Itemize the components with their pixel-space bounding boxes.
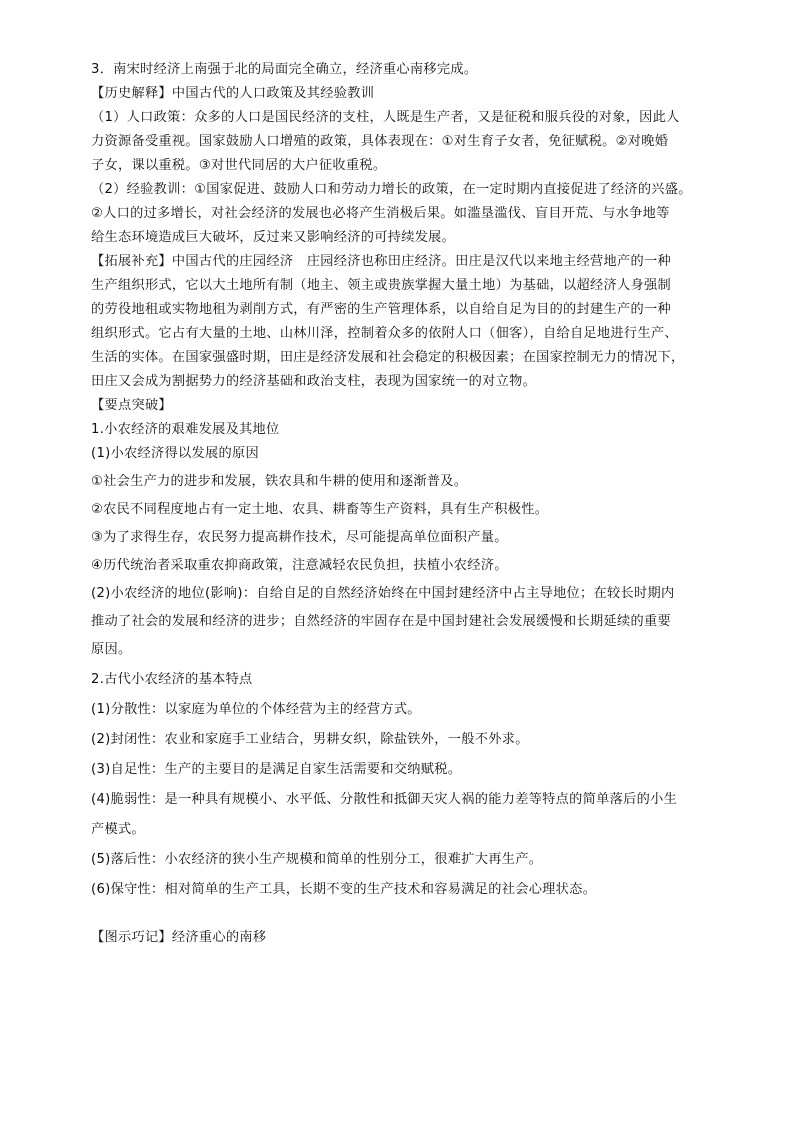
list-item: ②农民不同程度地占有一定土地、农具、耕畜等生产资料，具有生产积极性。	[91, 502, 549, 517]
text-line: 组织形式。它占有大量的土地、山林川泽，控制着众多的依附人口（佃客），自给自足地进行生产、	[91, 326, 678, 341]
text-line: 力资源备受重视。国家鼓励人口增殖的政策，具体表现在：①对生育子女者，免征赋税。②对晚婚	[91, 134, 669, 149]
text-line: (1)小农经济得以发展的原因	[91, 446, 259, 461]
text-line: 给生态环境造成巨大破坏，反过来又影响经济的可持续发展。	[91, 230, 456, 245]
text-line: 子女，课以重税。③对世代同居的大户征收重税。	[91, 158, 387, 173]
list-item: (2)封闭性：农业和家庭手工业结合，男耕女织，除盐铁外，一般不外求。	[91, 732, 529, 747]
list-item: (5)落后性：小农经济的狭小生产规模和简单的性别分工，很难扩大再生产。	[91, 852, 543, 867]
text-line: 的劳役地租或实物地租为剥削方式，有严密的生产管理体系，以自给自足为目的的封建生产的一种	[91, 302, 671, 317]
text-line: 产模式。	[91, 822, 145, 837]
list-item: (6)保守性：相对简单的生产工具，长期不变的生产技术和容易满足的社会心理状态。	[91, 882, 597, 897]
list-item: ④历代统治者采取重农抑商政策，注意减轻农民负担，扶植小农经济。	[91, 558, 508, 573]
text-line: （2）经验教训：①国家促进、鼓励人口和劳动力增长的政策，在一定时期内直接促进了经济的兴盛。	[91, 182, 692, 197]
text-line: 生产组织形式，它以大土地所有制（地主、领主或贵族掌握大量土地）为基础，以超经济人身强制	[91, 278, 671, 293]
subsection-heading: 1.小农经济的艰难发展及其地位	[91, 422, 280, 437]
list-item: ①社会生产力的进步和发展，铁农具和牛耕的使用和逐渐普及。	[91, 474, 468, 489]
list-item: (1)分散性：以家庭为单位的个体经营为主的经营方式。	[91, 702, 421, 717]
section-heading: 【要点突破】	[91, 398, 172, 413]
text-line: 推动了社会的发展和经济的进步；自然经济的牢固存在是中国封建社会发展缓慢和长期延续的重要	[91, 614, 671, 629]
text-line: ②人口的过多增长，对社会经济的发展也必将产生消极后果。如滥垦滥伐、盲目开荒、与水争地等	[91, 206, 670, 221]
section-heading: 【图示巧记】经济重心的南移	[91, 930, 267, 945]
subsection-heading: 2.古代小农经济的基本特点	[91, 672, 253, 687]
section-heading: 【历史解释】中国古代的人口政策及其经验教训	[91, 86, 375, 101]
list-item: (3)自足性：生产的主要目的是满足自家生活需要和交纳赋税。	[91, 762, 462, 777]
text-line: （1）人口政策：众多的人口是国民经济的支柱，人既是生产者，又是征税和服兵役的对象，因此人	[91, 110, 680, 125]
text-line: 3．南宋时经济上南强于北的局面完全确立，经济重心南移完成。	[91, 62, 478, 77]
section-heading: 【拓展补充】中国古代的庄园经济 庄园经济也称田庄经济。田庄是汉代以来地主经营地产的一种	[91, 254, 671, 269]
list-item: (4)脆弱性：是一种具有规模小、水平低、分散性和抵御天灾人祸的能力差等特点的简单落后的小生	[91, 792, 678, 807]
text-line: (2)小农经济的地位(影响)：自给自足的自然经济始终在中国封建经济中占主导地位；在较长时期内	[91, 586, 675, 601]
text-line: 生活的实体。在国家强盛时期，田庄是经济发展和社会稳定的积极因素；在国家控制无力的情况下，	[91, 350, 685, 365]
list-item: ③为了求得生存，农民努力提高耕作技术，尽可能提高单位面积产量。	[91, 530, 508, 545]
text-line: 原因。	[91, 642, 132, 657]
text-line: 田庄又会成为割据势力的经济基础和政治支柱，表现为国家统一的对立物。	[91, 374, 537, 389]
document-body	[91, 58, 705, 950]
